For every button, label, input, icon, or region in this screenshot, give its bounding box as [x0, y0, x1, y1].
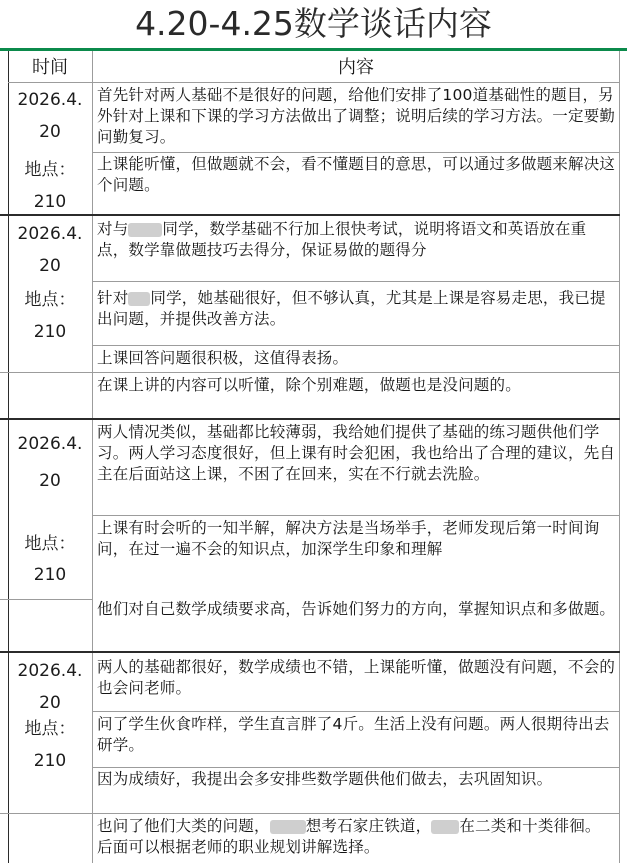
group-4-date	[8, 654, 92, 714]
group-3-place-room: 210	[33, 565, 67, 585]
group-3-place-label: 地点：	[24, 534, 76, 554]
group-2-date-line1: 2026.4.	[17, 224, 83, 244]
group-3-date	[8, 423, 92, 499]
row-divider	[92, 345, 620, 346]
talk-record-table	[0, 51, 627, 863]
header-bottom-rule	[8, 82, 620, 83]
row-divider	[92, 711, 620, 712]
group-4-place-label: 地点：	[24, 719, 76, 739]
group-2-date-line2: 20	[39, 256, 61, 276]
group-4-row-4-post: 在二类和十类徘徊。后面可以根据老师的职业规划讲解选择。	[97, 817, 601, 856]
group-3-row-2: 上课有时会听的一知半解，解决方法是当场举手，老师发现后第一时间询问，在过一遍不会的知识点，加深学生印象和理解	[97, 519, 600, 558]
redacted-name	[128, 223, 162, 237]
group-3-place	[8, 521, 92, 601]
column-divider	[92, 51, 93, 863]
row-divider	[0, 813, 620, 814]
row-divider	[0, 372, 620, 373]
group-2-row-2	[93, 284, 619, 342]
group-2-row-1-pre: 对与	[97, 220, 129, 238]
group-4-row-4-pre: 也问了他们大类的问题，	[97, 817, 270, 835]
group-2-row-1	[93, 218, 619, 280]
table-right-border	[619, 51, 620, 863]
group-4-date-line1: 2026.4.	[17, 661, 83, 681]
group-4-place	[8, 714, 92, 776]
redacted-name	[431, 820, 459, 834]
group-1-row-2: 上课能听懂，但做题就不会，看不懂题目的意思，可以通过多做题来解决这个问题。	[97, 155, 616, 194]
group-4-row-3: 因为成绩好，我提出会多安排些数学题供他们做去，去巩固知识。	[97, 770, 553, 788]
group-1-date-line2: 20	[39, 122, 61, 142]
group-2-place-room: 210	[33, 322, 67, 342]
row-divider	[0, 599, 92, 600]
redacted-name	[128, 292, 150, 306]
group-1-place-room: 210	[33, 192, 67, 212]
group-1-date-line1: 2026.4.	[17, 90, 83, 110]
group-divider	[0, 214, 620, 216]
row-divider	[92, 767, 620, 768]
group-2-row-2-post: 同学，她基础很好，但不够认真，尤其是上课是容易走思，我已提出问题，并提供改善方法。	[97, 289, 606, 328]
table-left-border	[8, 51, 9, 863]
group-3-date-line1: 2026.4.	[17, 434, 83, 454]
group-4-place-room: 210	[33, 751, 67, 771]
group-2-row-2-pre: 针对	[97, 289, 129, 307]
group-2-row-4: 在课上讲的内容可以听懂，除个别难题，做题也是没问题的。	[97, 376, 521, 394]
page-title: 4.20-4.25数学谈话内容	[135, 4, 492, 43]
group-2-place	[8, 281, 92, 345]
group-2-place-label: 地点：	[24, 290, 76, 310]
group-3-date-line2: 20	[39, 471, 61, 491]
group-4-date-line2: 20	[39, 693, 61, 713]
row-divider	[92, 152, 620, 153]
group-4-row-2: 问了学生伙食咋样，学生直言胖了4斤。生活上没有问题。两人很期待出去研学。	[97, 715, 610, 754]
group-3-row-3: 他们对自己数学成绩要求高，告诉她们努力的方向，掌握知识点和多做题。	[97, 600, 616, 618]
group-4-row-4	[93, 815, 619, 863]
row-divider	[92, 515, 620, 516]
group-2-row-3: 上课回答问题很积极，这值得表扬。	[97, 349, 349, 367]
redacted-name	[270, 820, 306, 834]
group-3-row-1: 两人情况类似，基础都比较薄弱，我给她们提供了基础的练习题供他们学习。两人学习态度很好，但上课有时会犯困，我也给出了合理的建议，先自主在后面站这上课，不困了在回来，实在不行就去洗脸。	[97, 423, 616, 483]
group-1-row-1: 首先针对两人基础不是很好的问题，给他们安排了100道基础性的题目，另外针对上课和下课的学习方法做出了调整；说明后续的学习方法。一定要勤问勤复习。	[97, 86, 616, 146]
header-content: 内容	[93, 54, 619, 82]
group-4-row-1: 两人的基础都很好，数学成绩也不错，上课能听懂，做题没有问题，不会的也会问老师。	[97, 658, 616, 697]
group-1-date	[8, 85, 92, 147]
row-divider	[92, 281, 620, 282]
group-4-row-4-mid: 想考石家庄铁道，	[305, 817, 432, 835]
group-1-place-label: 地点：	[24, 160, 76, 180]
header-time: 时间	[8, 54, 92, 82]
group-divider	[0, 651, 620, 653]
group-2-date	[8, 217, 92, 281]
group-divider	[0, 418, 620, 420]
group-2-row-1-post: 同学，数学基础不行加上很快考试，说明将语文和英语放在重点，数学靠做题技巧去得分，保证易做的题得分	[97, 220, 587, 259]
group-1-place	[8, 149, 92, 213]
